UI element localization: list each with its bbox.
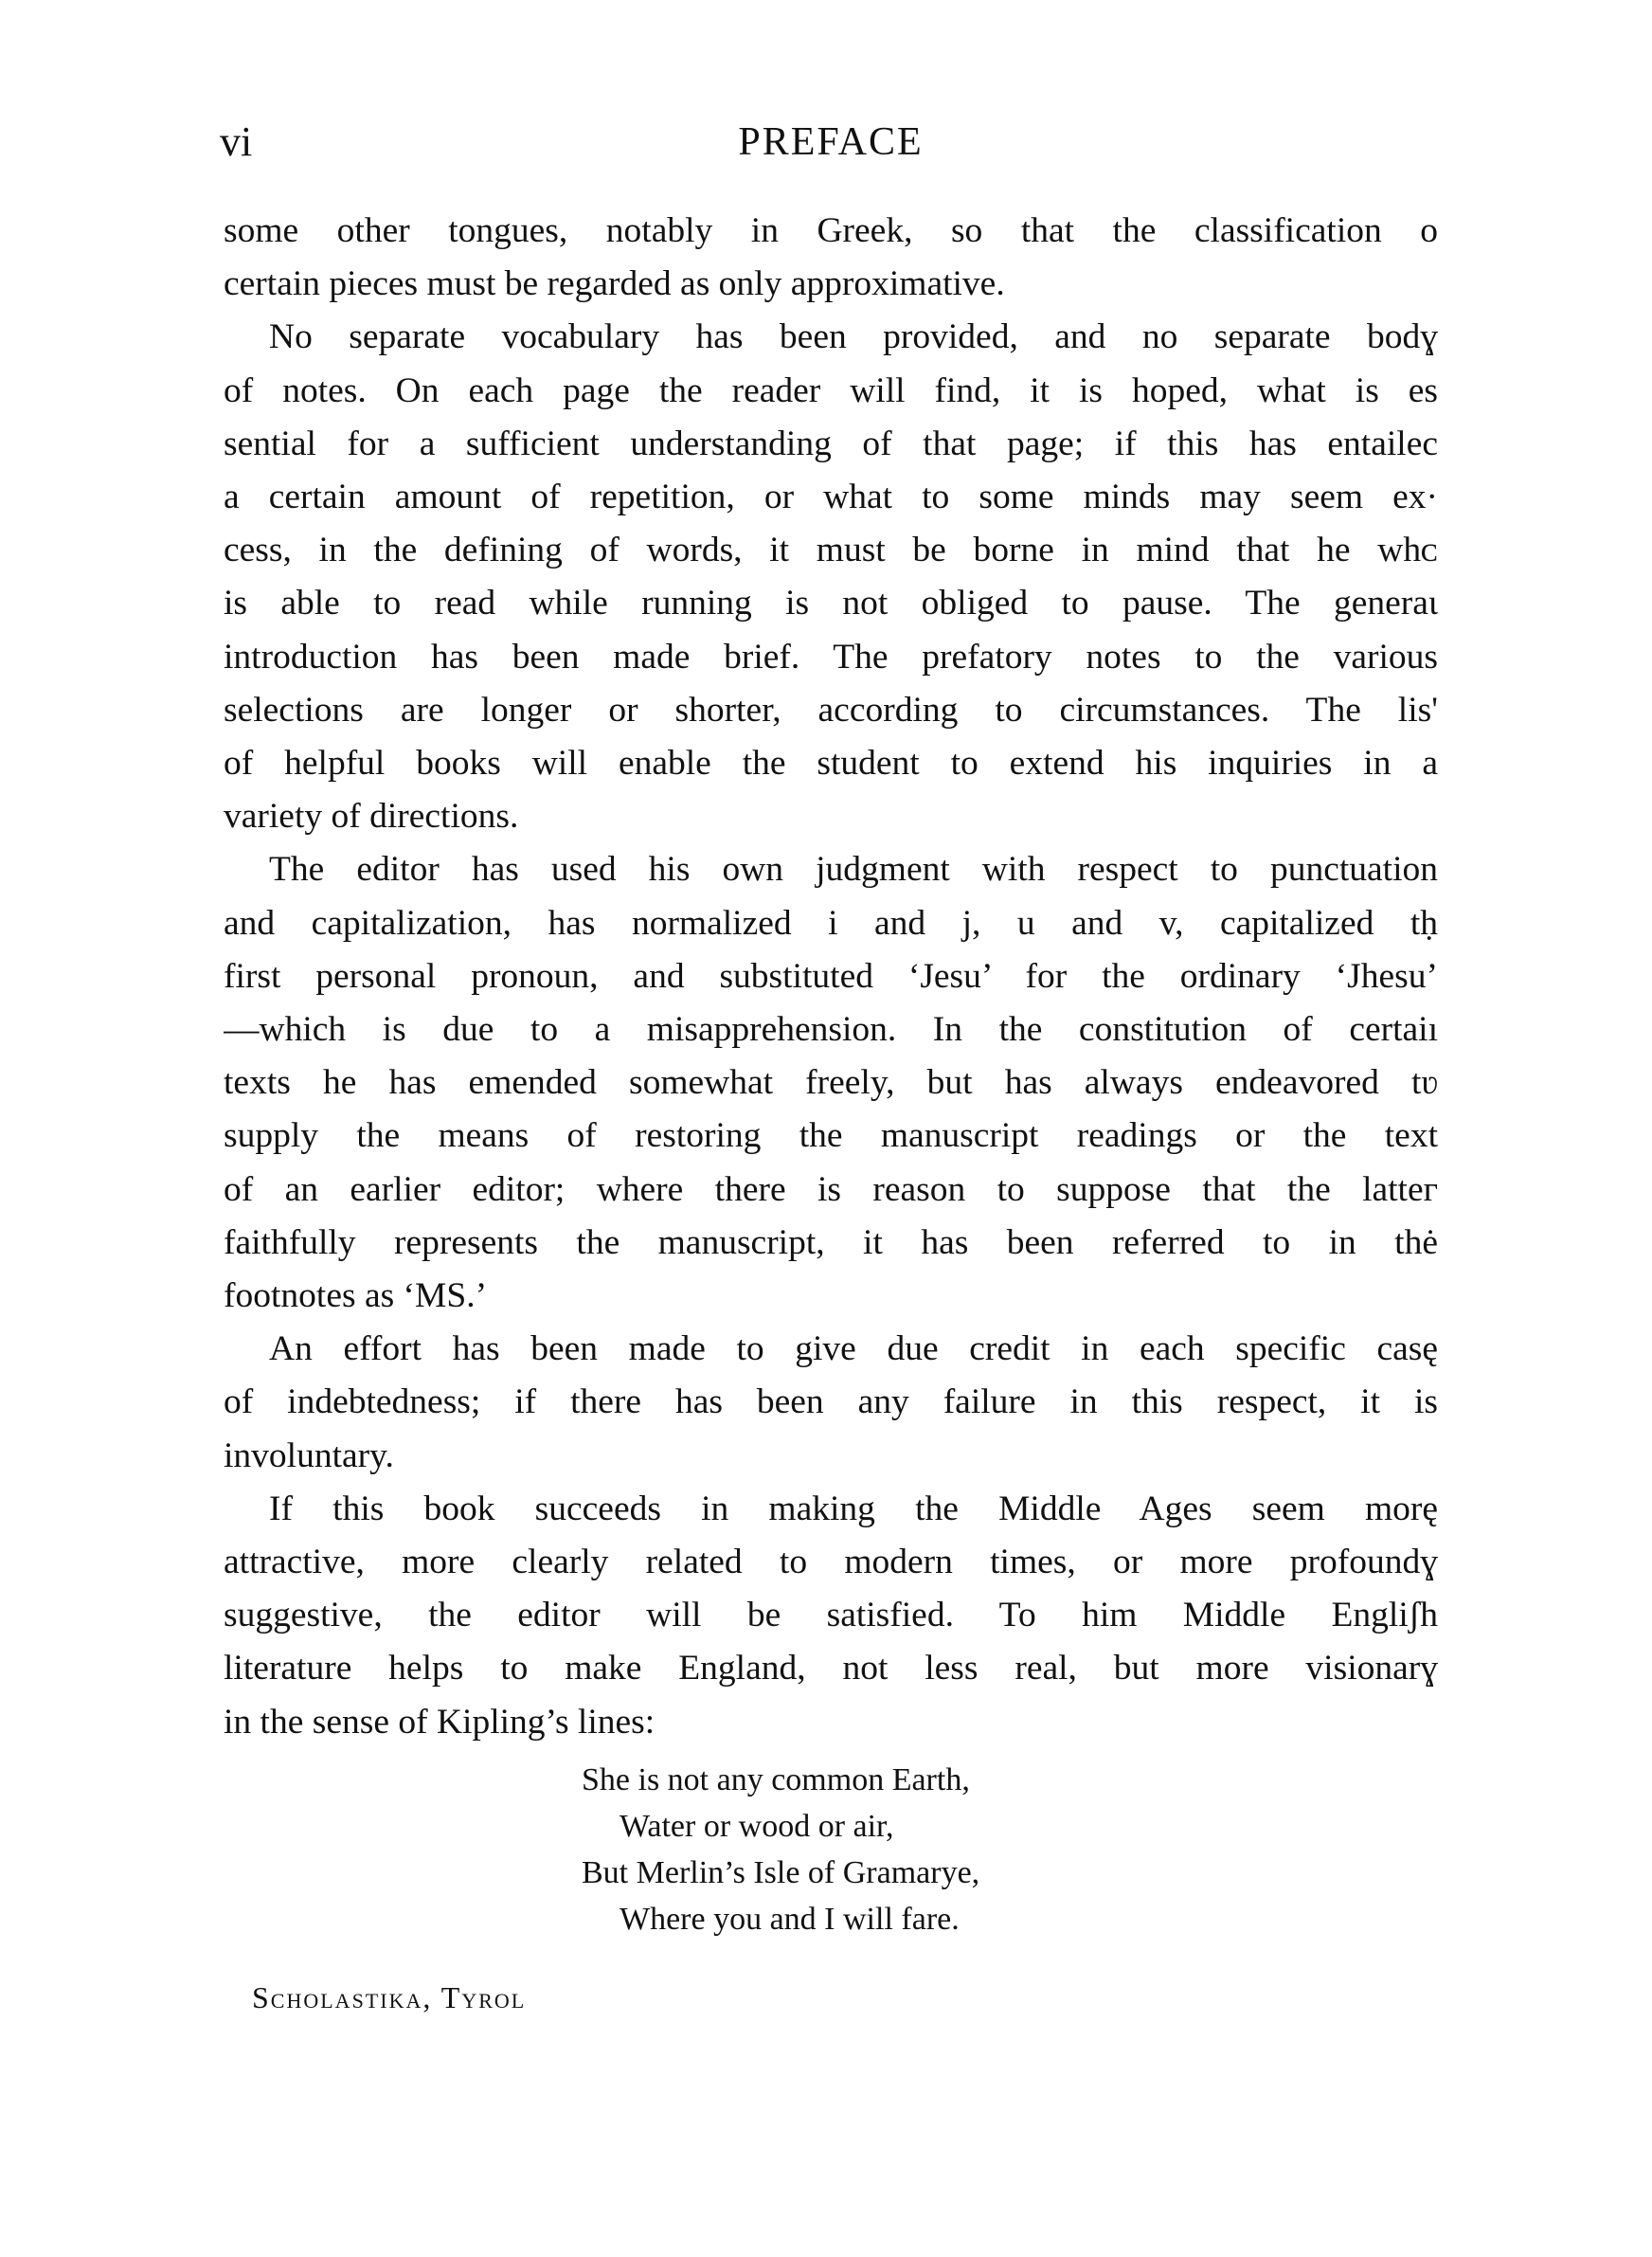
- text-line: certain pieces must be regarded as only approximative.: [224, 264, 1005, 304]
- text-line: literature helps to make England, not less real, but more visionarɣ: [224, 1649, 1438, 1688]
- text-line: The editor has used his own judgment with respect to punctuation: [269, 850, 1438, 890]
- text-line: of an earlier editor; where there is reason to suppose that the latteг: [224, 1169, 1438, 1209]
- text-line: attractive, more clearly related to modern times, or more profoundɣ: [224, 1543, 1438, 1582]
- text-line: selections are longer or shorter, according to circumstances. The lis': [224, 690, 1438, 730]
- page-number: vi: [220, 118, 253, 165]
- text-line: No separate vocabulary has been provided, and no separate bodɣ: [269, 317, 1438, 357]
- paragraph: [224, 843, 1438, 1323]
- kipling-quotation: [582, 1757, 979, 1942]
- text-line: first personal pronoun, and substituted ‘Jesu’ for the ordinary ‘Jhesu’: [224, 956, 1438, 996]
- paragraph: [224, 311, 1438, 843]
- text-line: involuntary.: [224, 1435, 394, 1475]
- text-line: of indebtedness; if there has been any failure in this respect, it is: [224, 1382, 1438, 1422]
- verse-line: But Merlin’s Isle of Gramarye,: [582, 1855, 980, 1890]
- paragraph: [224, 1483, 1438, 1749]
- text-line: in the sense of Kipling’s lines:: [224, 1702, 655, 1742]
- text-line: and capitalization, has normalized i and j, u and v, capitalized tḥ: [224, 903, 1438, 943]
- text-line: If this book succeeds in making the Middle Ages seem morę: [269, 1489, 1438, 1528]
- text-line: of helpful books will enable the student to extend his inquiries in a: [224, 744, 1438, 784]
- text-line: variety of directions.: [224, 797, 519, 837]
- text-line: footnotes as ‘MS.’: [224, 1276, 488, 1316]
- text-line: sential for a sufficient understanding of that page; if this has entailec: [224, 424, 1438, 463]
- text-line: cess, in the defining of words, it must be borne in mind that he whᴄ: [224, 531, 1438, 570]
- text-line: of notes. On each page the reader will find, it is hoped, what is es: [224, 370, 1438, 410]
- text-line: supply the means of restoring the manuscript readings or the teхt: [224, 1116, 1438, 1156]
- verse-line: She is not any common Earth,: [582, 1762, 970, 1797]
- text-line: texts he has emended somewhat freely, but has always endeavored tʋ: [224, 1063, 1438, 1103]
- text-line: —which is due to a misapprehension. In the constitution of certaiı: [224, 1010, 1438, 1050]
- text-line: An effort has been made to give due credit in each specific casę: [269, 1329, 1438, 1369]
- text-line: some other tongues, notably in Greek, so that the classification o: [224, 211, 1438, 250]
- preface-body: [224, 205, 1438, 1749]
- text-line: introduction has been made brief. The prefatory notes to the variouѕ: [224, 637, 1438, 677]
- text-line: faithfully represents the manuscript, it has been referred to in thė: [224, 1222, 1438, 1262]
- verse-line: Water or wood or air,: [620, 1809, 894, 1844]
- text-line: is able to read while running is not obliged to pause. The generaɩ: [224, 584, 1438, 623]
- signature-place: Scholastika, Tyrol: [252, 1980, 527, 2014]
- paragraph: [224, 1323, 1438, 1483]
- text-line: a certain amount of repetition, or what to some minds may seem ex·: [224, 478, 1438, 517]
- running-title: PREFACE: [738, 120, 924, 164]
- verse-line: Where you and I will fare.: [620, 1902, 960, 1937]
- page-header: [220, 114, 1442, 171]
- paragraph: [224, 205, 1438, 311]
- text-line: suggestive, the editor will be satisfied. To him Middle Engliʃh: [224, 1596, 1438, 1635]
